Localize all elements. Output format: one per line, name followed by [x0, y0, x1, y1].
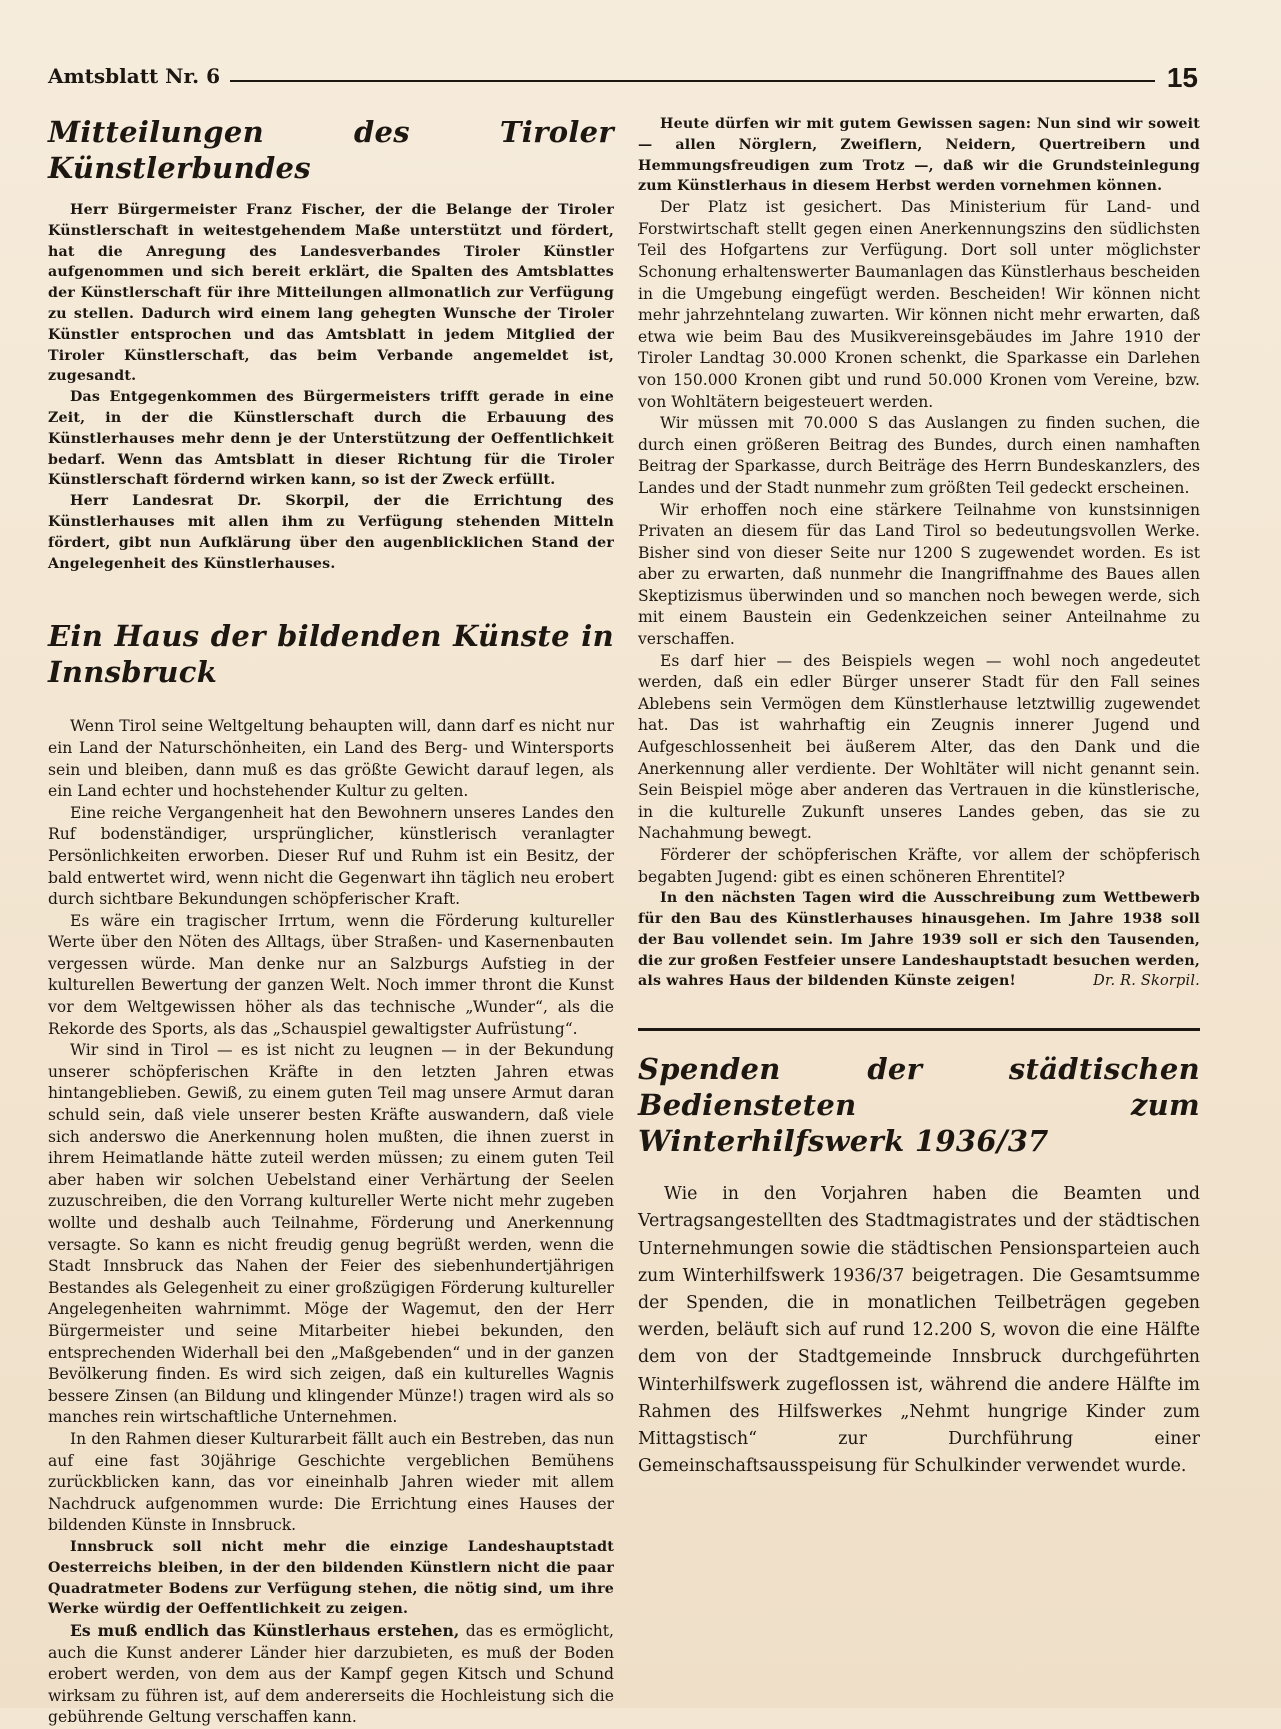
article-2-body-left	[48, 716, 614, 1729]
article-2-paragraph: Förderer der schöpferischen Kräfte, vor allem der schöpferisch begabten Jugend: gibt es einen schöneren Ehrentitel?	[638, 846, 1200, 886]
left-column	[48, 114, 614, 1729]
article-2-paragraph: Es wäre ein tragischer Irrtum, wenn die Förderung kultureller Werte über den Nöten des Alltags, über Straßen- und Kasernenbauten vergessen würde. Man denke nur an Salzburgs Aufstieg in der kulturellen Bewertung der ganzen Welt. Noch immer thront die Kunst vor dem Weltgewissen höher als das technische „Wunder“, als die Rekorde des Sports, als das „Schauspiel gewaltigster Aufrüstung“.	[48, 911, 614, 1038]
article-2-mixed-paragraph	[48, 1620, 614, 1729]
author-signature: Dr. R. Skorpil.	[1093, 973, 1200, 990]
article-2-paragraph: In den Rahmen dieser Kulturarbeit fällt auch ein Bestreben, das nun auf eine fast 30jährige Geschichte vergeblichen Bemühens zurückblicken kann, das vor eineinhalb Jahren wieder mit allem Nachdruck aufgenommen wurde: Die Errichtung eines Hauses der bildenden Künste in Innsbruck.	[48, 1429, 614, 1535]
article-2-paragraph: Es darf hier — des Beispiels wegen — wohl noch angedeutet werden, daß ein edler Bürger unserer Stadt für den Fall seines Ablebens sein Vermögen dem Künstlerhause letztwillig zugewendet hat. Das ist wahrhaftig ein Zeugnis innerer Jugend und Aufgeschlossenheit bei äußerem Alter, das den Dank und die Anerkennung aller verdiente. Der Wohltäter will nicht genannt sein. Sein Beispiel möge aber anderen das Vertrauen in die künstlerische, in die kulturelle Zukunft unseres Landes geben, das sie zu Nachahmung bewegt.	[638, 651, 1200, 843]
article-1-paragraph: Herr Landesrat Dr. Skorpil, der die Errichtung des Künstlerhauses mit allen ihm zu Verfügung stehenden Mitteln fördert, gibt nun Aufklärung über den augenblicklichen Stand der Angelegenheit des Künstlerhauses.	[48, 493, 614, 572]
header-rule	[230, 80, 1155, 82]
page-number: 15	[1166, 62, 1198, 93]
article-1-title: Mitteilungen des Tiroler Künstlerbundes	[48, 115, 614, 185]
mixed-rest-text: das es ermöglicht, auch die Kunst anderer Länder hier darzubieten, es muß der Boden erobert werden, von dem aus der Kampf gegen Kitsch und Schund wirksam zu führen ist, auf dem andererseits die Hochleistung sich die gebührende Geltung verschaffen kann.	[48, 1622, 614, 1727]
article-2-paragraph: Wir müssen mit 70.000 S das Auslangen zu finden suchen, die durch einen größeren Beitrag des Bundes, durch einen namhaften Beitrag der Sparkasse, durch Beiträge des Herrn Bundeskanzlers, des Landes und der Stadt nunmehr zum größten Teil gedeckt erscheinen.	[638, 414, 1200, 497]
article-1-paragraph: Das Entgegenkommen des Bürgermeisters trifft gerade in eine Zeit, in der die Künstlerschaft durch die Erbauung des Künstlerhauses mehr denn je der Unterstützung der Oeffentlichkeit bedarf. Wenn das Amtsblatt in dieser Richtung für die Tiroler Künstlerschaft fördernd wirken kann, so ist der Zweck erfüllt.	[48, 389, 614, 489]
article-2-paragraph: Eine reiche Vergangenheit hat den Bewohnern unseres Landes den Ruf bodenständiger, ursprünglicher, künstlerisch veranlagter Persönlichkeiten erworben. Dieser Ruf und Ruhm ist ein Besitz, der bald entwertet wird, wenn nicht die Gegenwart ihn täglich neu erobert durch sichtbare Bekundungen schöpferischer Kraft.	[48, 803, 614, 909]
article-2-bold-paragraph-2: Heute dürfen wir mit gutem Gewissen sagen: Nun sind wir soweit — allen Nörglern, Zweiflern, Neidern, Quertreibern und Hemmungsfreudigen zum Trotz —, daß wir die Grundsteinlegung zum Künstlerhaus in diesem Herbst werden vornehmen können.	[638, 116, 1200, 195]
article-2-paragraph: Der Platz ist gesichert. Das Ministerium für Land- und Forstwirtschaft stellt gegen einen Anerkennungszins den südlichsten Teil des Hofgartens zur Verfügung. Dort soll unter möglichster Schonung erhaltenswerter Baumanlagen das Künstlerhaus bescheiden in die Umgebung eingefügt werden. Bescheiden! Wir können nicht mehr jahrzehntelang zuwarten. Wir können nicht mehr erwarten, daß etwa wie beim Bau des Musikvereinsgebäudes im Jahre 1910 der Tiroler Landtag 30.000 Kronen schenkt, die Sparkasse ein Darlehen von 150.000 Kronen gibt und rund 50.000 Kronen vom Vereine, bzw. von Wohltätern beigesteuert werden.	[638, 198, 1200, 411]
article-2-title: Ein Haus der bildenden Künste in Innsbruck	[48, 619, 614, 690]
article-3-title: Spenden der städtischen Bediensteten zum Winterhilfswerk 1936/37	[638, 1052, 1200, 1159]
article-2-paragraph: Wenn Tirol seine Weltgeltung behaupten will, dann darf es nicht nur ein Land der Naturschönheiten, ein Land des Berg- und Wintersports sein und bleiben, dann muß es das größte Gewicht darauf legen, als ein Land echter und hochstehender Kultur zu gelten.	[48, 717, 614, 801]
article-1-paragraph: Herr Bürgermeister Franz Fischer, der die Belange der Tiroler Künstlerschaft in weitestgehendem Maße unterstützt und fördert, hat die Anregung des Landesverbandes Tiroler Künstler aufgenommen und sich bereit erklärt, die Spalten des Amtsblattes der Künstlerschaft für ihre Mitteilungen allmonatlich zur Verfügung zu stellen. Dadurch wird einem lang gehegten Wunsche der Tiroler Künstler entsprochen und das Amtsblatt in jedem Mitglied der Tiroler Künstlerschaft, das beim Verbande angemeldet ist, zugesandt.	[48, 202, 614, 385]
right-column	[638, 114, 1200, 1480]
page-header	[48, 60, 1198, 94]
article-2-body-right	[638, 114, 1200, 992]
article-1-body	[48, 200, 614, 574]
article-2-closing	[638, 888, 1200, 992]
article-2-bold-paragraph: Innsbruck soll nicht mehr die einzige Landeshauptstadt Oesterreichs bleiben, in der den bildenden Künstlern nicht die paar Quadratmeter Bodens zur Verfügung stehen, die nötig sind, um ihre Werke würdig der Oeffentlichkeit zu zeigen.	[48, 1538, 614, 1618]
article-2-paragraph: Wir sind in Tirol — es ist nicht zu leugnen — in der Bekundung unserer schöpferischen Kräfte in den letzten Jahren etwas hintangeblieben. Gewiß, zu einem guten Teil mag unsere Armut daran schuld sein, daß viele unserer besten Kräfte auswandern, daß viele sich anderswo die Anerkennung holen mußten, die ihnen zuerst in ihrem Heimatlande hätte zuteil werden müssen; zu einem guten Teil aber haben wir solchen Uebelstand einer Verhärtung der Seelen zuzuschreiben, die den Vorrang kultureller Werte nicht mehr zugeben wollte und deshalb auch Teilnahme, Förderung und Anerkennung versagte. So kann es nicht freudig genug begrüßt werden, wenn die Stadt Innsbruck das Nahen der Feier des siebenhundertjährigen Bestandes als Gelegenheit zu einer großzügigen Förderung kultureller Angelegenheiten wahrnimmt. Möge der Wagemut, den der Herr Bürgermeister und seine Mitarbeiter hiebei bekunden, den entsprechenden Widerhall bei den „Maßgebenden“ und in der ganzen Bevölkerung finden. Es wird sich zeigen, daß ein kulturelles Wagnis bessere Zinsen (an Bildung und klingender Münze!) tragen wird als so manches rein wirtschaftliche Unternehmen.	[48, 1041, 614, 1427]
article-3-paragraph: Wie in den Vorjahren haben die Beamten und Vertragsangestellten des Stadtmagistrates und der städtischen Unternehmungen sowie die städtischen Pensionsparteien auch zum Winterhilfswerk 1936/37 beigetragen. Die Gesamtsumme der Spenden, die in monatlichen Teilbeträgen gegeben werden, beläuft sich auf rund 12.200 S, wovon die eine Hälfte dem von der Stadtgemeinde Innsbruck durchgeführten Winterhilfswerk zugeflossen ist, während die andere Hälfte im Rahmen des Hilfswerkes „Nehmt hungrige Kinder zum Mittagstisch“ zur Durchführung einer Gemeinschaftsausspeisung für Schulkinder verwendet wurde.	[638, 1184, 1200, 1477]
mixed-bold-text: Es muß endlich das Künstlerhaus erstehen,	[70, 1621, 460, 1641]
article-2-paragraph: Wir erhoffen noch eine stärkere Teilnahme von kunstsinnigen Privaten an diesem für das Land Tirol so bedeutungsvollen Werke. Bisher sind von dieser Seite nur 1200 S zugewendet worden. Es ist aber zu erwarten, daß nunmehr die Inangriffnahme des Baues allen Skeptizismus überwinden und so manchen noch bewegen werde, sich mit einem Baustein ein Gedenkzeichen seiner Anteilnahme zu verschaffen.	[638, 500, 1200, 649]
article-3-body	[638, 1181, 1200, 1480]
section-divider	[638, 1028, 1200, 1031]
publication-issue: Amtsblatt Nr. 6	[48, 64, 220, 88]
closing-text: In den nächsten Tagen wird die Ausschreibung zum Wettbewerb für den Bau des Künstlerhauses hinausgehen. Im Jahre 1938 soll der Bau vollendet sein. Im Jahre 1939 soll er sich den Tausenden, die zur großen Festfeier unsere Landeshauptstadt besuchen werden, als wahres Haus der bildenden Künste zeigen!	[638, 890, 1200, 990]
